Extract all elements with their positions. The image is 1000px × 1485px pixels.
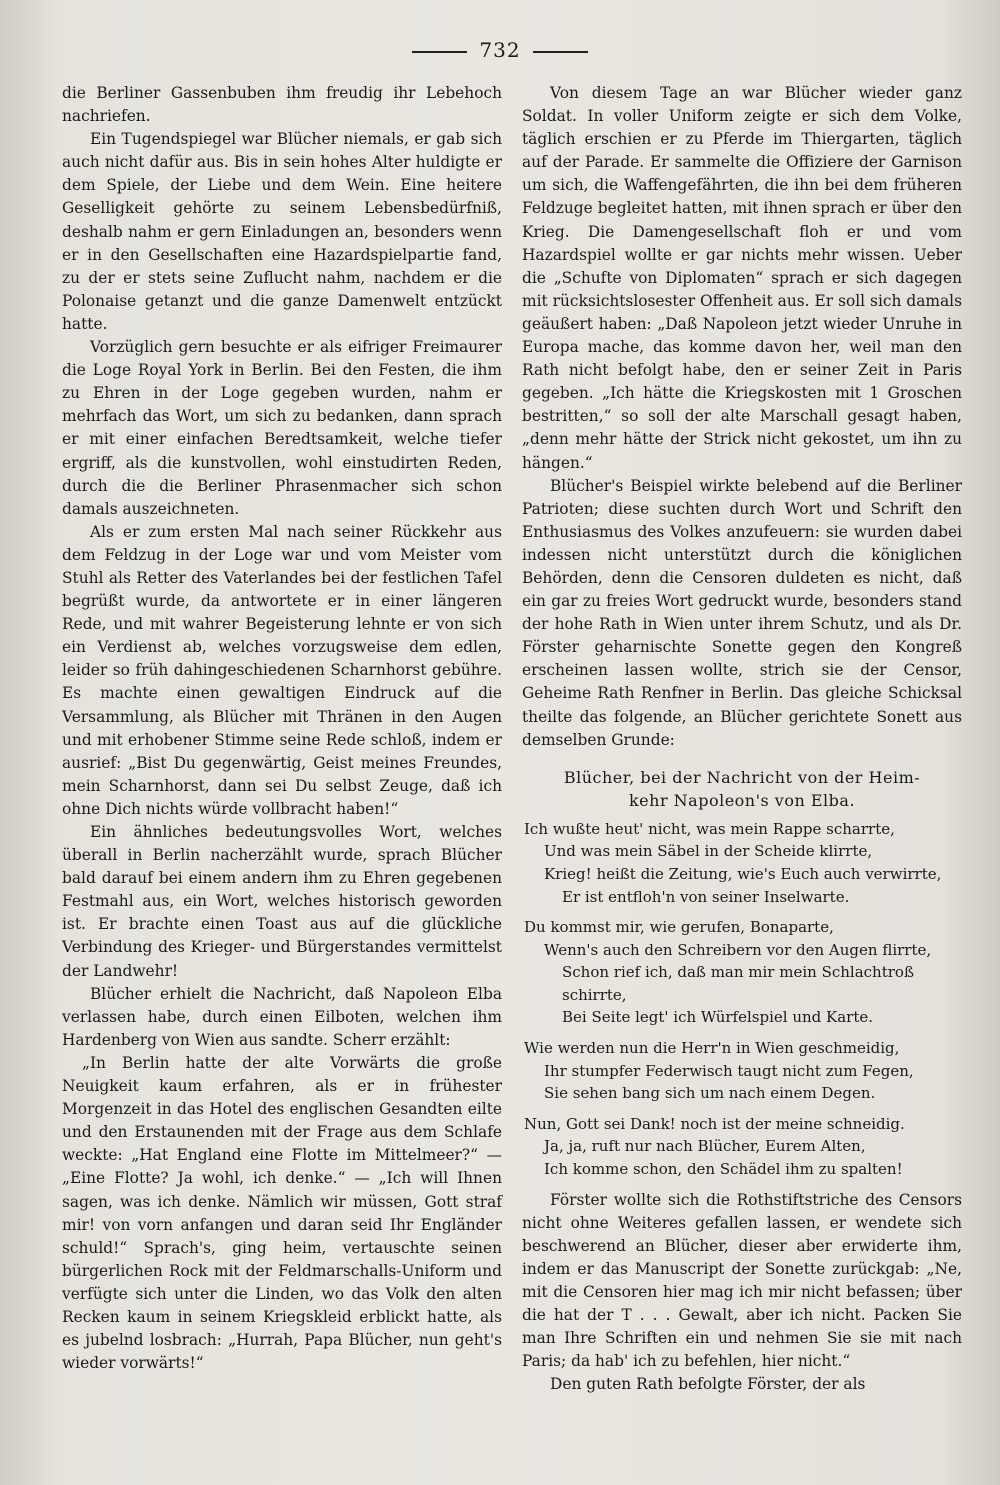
page-header <box>0 38 1000 62</box>
poem-line: Du kommst mir, wie gerufen, Bonaparte, <box>524 918 834 937</box>
page-number: 732 <box>479 38 521 62</box>
poem-line: Ihr stumpfer Federwisch taugt nicht zum Fegen, <box>544 1061 914 1080</box>
poem-line: Und was mein Säbel in der Scheide klirrte, <box>544 842 873 861</box>
poem-stanza <box>522 1113 962 1181</box>
poem-line: Ich wußte heut' nicht, was mein Rappe scharrte, <box>524 819 895 838</box>
poem-line: Wie werden nun die Herr'n in Wien geschmeidig, <box>524 1039 900 1058</box>
paragraph: Blücher's Beispiel wirkte belebend auf die Berliner Patrioten; diese suchten durch Wort und Schrift den Enthusiasmus des Volkes anzufeuern: sie wurden dabei indessen nicht unterstützt durch die königlichen Behörden, denn die Censoren duldeten es nicht, daß ein gar zu freies Wort gedruckt wurde, besonders stand der hohe Rath in Wien unter ihrem Schutz, und als Dr. Förster geharnischte Sonette gegen den Kongreß erscheinen lassen wollte, strich sie der Censor, Geheime Rath Renfner in Berlin. Das gleiche Schicksal theilte das folgende, an Blücher gerichtete Sonett aus demselben Grunde: <box>522 476 962 749</box>
paragraph: Den guten Rath befolgte Förster, der als <box>550 1375 866 1394</box>
paragraph: Als er zum ersten Mal nach seiner Rückkehr aus dem Feldzug in der Loge war und vom Meister vom Stuhl als Retter des Vaterlandes bei der festlichen Tafel begrüßt wurde, da antwortete er in einer längeren Rede, und mit wahrer Begeisterung lehnte er von sich ein Verdienst ab, welches vorzugsweise dem edlen, leider so früh dahingeschiedenen Scharnhorst gebühre. Es machte einen gewaltigen Eindruck auf die Versammlung, als Blücher mit Thränen in den Augen und mit erhobener Stimme seine Rede schloß, indem er ausrief: „Bist Du gegenwärtig, Geist meines Freundes, mein Scharnhorst, dann sei Du selbst Zeuge, daß ich ohne Dich nichts würde vollbracht haben!“ <box>62 522 502 818</box>
paragraph: die Berliner Gassenbuben ihm freudig ihr Lebehoch nachriefen. <box>62 84 502 126</box>
poem-line: Ja, ja, ruft nur nach Blücher, Eurem Alten, <box>544 1137 866 1156</box>
paragraph: Von diesem Tage an war Blücher wieder ganz Soldat. In voller Uniform zeigte er sich dem Volke, täglich erschien er zu Pferde im Thiergarten, täglich auf der Parade. Er sammelte die Offiziere der Garnison um sich, die Waffengefährten, die ihn bei dem früheren Feldzuge begleitet hatten, mit ihnen sprach er über den Krieg. Die Damengesellschaft floh er und vom Hazardspiel wollte er gar nichts mehr wissen. Ueber die „Schufte von Diplomaten“ sprach er sich dagegen mit rücksichtslosester Offenheit aus. Er soll sich damals geäußert haben: „Daß Napoleon jetzt wieder Unruhe in Europa mache, das komme davon her, weil man den Rath nicht befolgt habe, den er seiner Zeit in Paris gegeben. „Ich hätte die Kriegskosten mit 1 Groschen bestritten,“ so soll der alte Marschall gesagt haben, „denn mehr hätte der Strick nicht gekostet, um ihn zu hängen.“ <box>522 84 962 472</box>
poem-stanza <box>522 1037 962 1105</box>
quote-paragraph: „In Berlin hatte der alte Vorwärts die große Neuigkeit kaum erfahren, als er in frühester Morgenzeit in das Hotel des englischen Gesandten eilte und den Erstaunenden mit der Frage aus dem Schlafe weckte: „Hat England eine Flotte im Mittelmeer?“ — „Eine Flotte? Ja wohl, ich denke.“ — „Ich will Ihnen sagen, was ich denke. Nämlich wir müssen, Gott straf mir! von vorn anfangen und daran seid Ihr Engländer schuld!“ Sprach's, ging heim, vertauschte seinen bürgerlichen Rock mit der Feldmarschalls-Uniform und verfügte sich unter die Linden, wo das Volk den alten Recken kaum in seinem Kriegskleid erblickt hatte, als es jubelnd losbrach: „Hurrah, Papa Blücher, nun geht's wieder vorwärts!“ <box>62 1053 502 1373</box>
header-rule-right <box>533 51 588 53</box>
paragraph: Blücher erhielt die Nachricht, daß Napoleon Elba verlassen habe, durch einen Eilboten, welchen ihm Hardenberg von Wien aus sandte. Scherr erzählt: <box>62 984 502 1049</box>
paragraph: Förster wollte sich die Rothstiftstriche des Censors nicht ohne Weiteres gefallen lassen, er wendete sich beschwerend an Blücher, dieser aber erwiderte ihm, indem er das Manuscript der Sonette zurückgab: „Ne, mit die Censoren hier mag ich mir nicht befassen; über die hat der T . . . Gewalt, aber ich nicht. Packen Sie man Ihre Schriften ein und nehmen Sie sie mit nach Paris; da hab' ich zu befehlen, hier nicht.“ <box>522 1190 962 1371</box>
poem-line: Wenn's auch den Schreibern vor den Augen flirrte, <box>544 940 932 959</box>
poem-line: Bei Seite legt' ich Würfelspiel und Karte. <box>562 1008 874 1027</box>
poem-line: Ich komme schon, den Schädel ihm zu spalten! <box>544 1160 903 1179</box>
paragraph: Ein ähnliches bedeutungsvolles Wort, welches überall in Berlin nacherzählt wurde, sprach Blücher bald darauf bei einem andern ihm zu Ehren gegebenen Festmahl aus, ein Wort, welches historisch geworden ist. Er brachte einen Toast aus auf die glückliche Verbindung des Krieger- und Bürgerstandes vermittelst der Landwehr! <box>62 823 502 980</box>
poem-title-line: Blücher, bei der Nachricht von der Heim- <box>563 767 921 787</box>
poem-title <box>522 766 962 812</box>
poem-title-line: kehr Napoleon's von Elba. <box>628 790 856 810</box>
poem-line: Nun, Gott sei Dank! noch ist der meine schneidig. <box>524 1114 905 1133</box>
poem-stanza <box>522 818 962 908</box>
right-column <box>522 82 962 1396</box>
poem-stanza <box>522 916 962 1029</box>
poem-line: Krieg! heißt die Zeitung, wie's Euch auch verwirrte, <box>544 864 942 883</box>
left-column <box>62 82 502 1375</box>
poem-line: Er ist entfloh'n von seiner Inselwarte. <box>562 887 850 906</box>
poem-line: Sie sehen bang sich um nach einem Degen. <box>544 1084 876 1103</box>
paragraph: Vorzüglich gern besuchte er als eifriger Freimaurer die Loge Royal York in Berlin. Bei den Festen, die ihm zu Ehren in der Loge gegeben wurden, nahm er mehrfach das Wort, um sich zu bedanken, dann sprach er mit einer einfachen Beredtsamkeit, welche tiefer ergriff, als die kunstvollen, wohl einstudirten Reden, durch die die Berliner Phrasenmacher sich schon damals auszeichneten. <box>62 338 502 518</box>
poem-line: Schon rief ich, daß man mir mein Schlachtroß schirrte, <box>562 963 914 1004</box>
header-rule-left <box>412 51 467 53</box>
paragraph: Ein Tugendspiegel war Blücher niemals, er gab sich auch nicht dafür aus. Bis in sein hohes Alter huldigte er dem Spiele, der Liebe und dem Wein. Eine heitere Geselligkeit gehörte zu seinem Lebensbedürfniß, deshalb nahm er gern Einladungen an, besonders wenn er in den Gesellschaften eine Hazardspielpartie fand, zu der er stets seine Zuflucht nahm, nachdem er die Polonaise getanzt und die ganze Damenwelt entzückt hatte. <box>62 130 502 333</box>
